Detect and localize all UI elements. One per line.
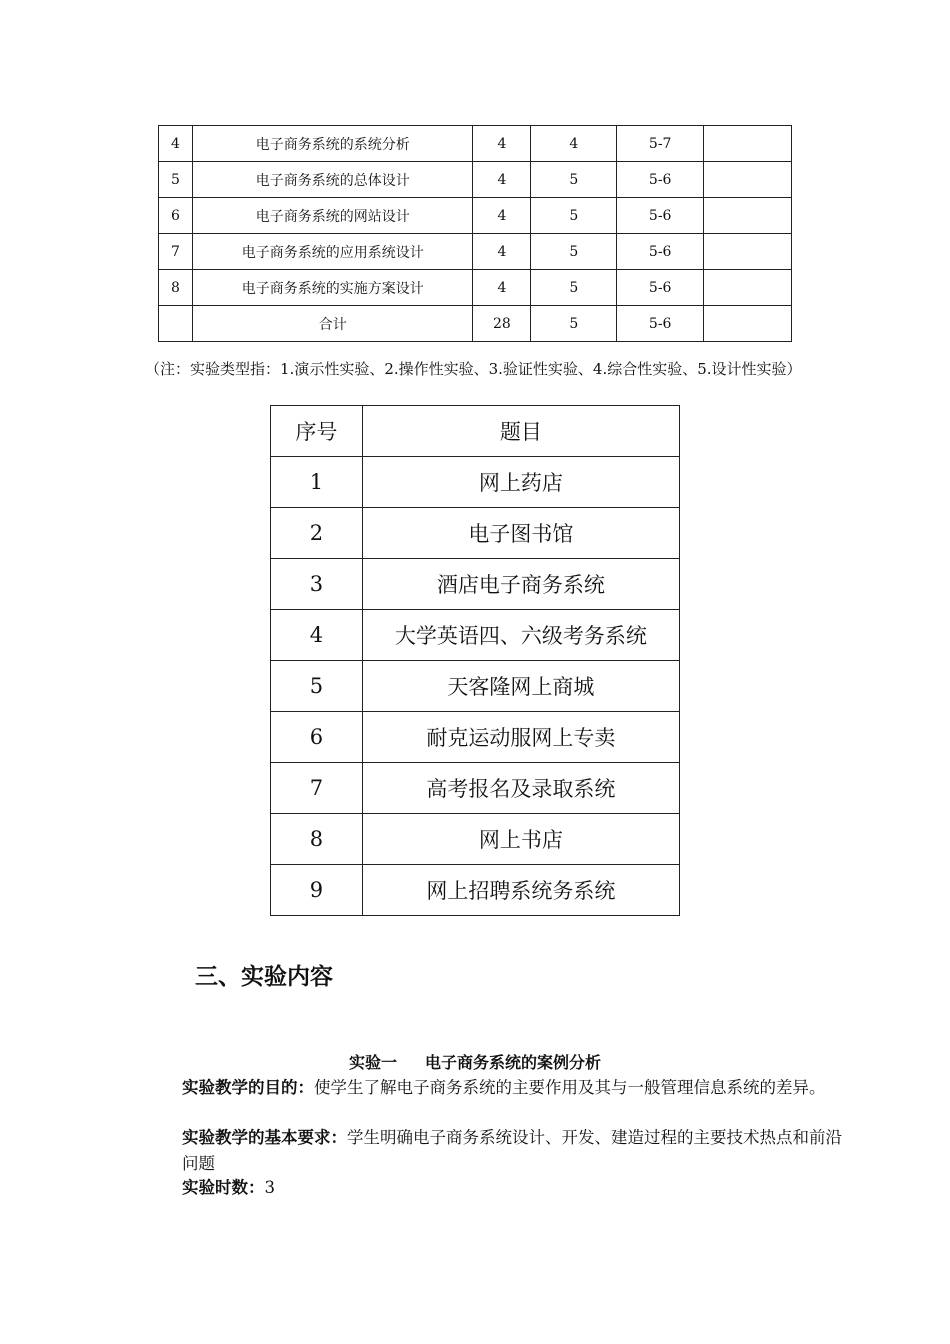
topic-index-cell: 7: [271, 763, 363, 814]
table-row: [159, 234, 792, 270]
table-cell: 电子商务系统的总体设计: [192, 162, 473, 198]
table-cell: 5: [531, 198, 617, 234]
topic-title-cell: 大学英语四、六级考务系统: [362, 610, 679, 661]
table-cell: 7: [159, 234, 193, 270]
table-row: [271, 508, 680, 559]
header-cell-topic: 题目: [362, 406, 679, 457]
table-row: [159, 126, 792, 162]
table-header-row: [271, 406, 680, 457]
table-cell: 28: [473, 306, 531, 342]
topic-title-cell: 酒店电子商务系统: [362, 559, 679, 610]
topic-title-cell: 耐克运动服网上专卖: [362, 712, 679, 763]
table-cell: 4: [473, 198, 531, 234]
topic-title-cell: 网上药店: [362, 457, 679, 508]
header-cell-index: 序号: [271, 406, 363, 457]
table-cell: [704, 270, 792, 306]
table-cell: 5: [531, 270, 617, 306]
experiment-schedule-table: [158, 125, 792, 342]
table-cell: 5: [159, 162, 193, 198]
hours-value: 3: [264, 1178, 275, 1197]
topic-index-cell: 9: [271, 865, 363, 916]
table-cell: 5: [531, 162, 617, 198]
hours-label: 实验时数：: [182, 1178, 265, 1197]
table-cell: 电子商务系统的应用系统设计: [192, 234, 473, 270]
table-row: [271, 559, 680, 610]
table-cell: 4: [159, 126, 193, 162]
topic-index-cell: 1: [271, 457, 363, 508]
table-cell: [704, 198, 792, 234]
experiment-title: [0, 1050, 950, 1073]
table-cell: 电子商务系统的实施方案设计: [192, 270, 473, 306]
table-row: [159, 306, 792, 342]
table-cell: [704, 306, 792, 342]
table-cell: 5-6: [617, 234, 704, 270]
topic-table: [270, 405, 680, 916]
table-row: [271, 814, 680, 865]
topic-index-cell: 3: [271, 559, 363, 610]
topic-title-cell: 高考报名及录取系统: [362, 763, 679, 814]
requirement-text: 学生明确电子商务系统设计、开发、建造过程的主要技术热点和前沿问题: [182, 1128, 842, 1173]
table-cell: [704, 126, 792, 162]
topic-title-cell: 网上书店: [362, 814, 679, 865]
table-cell: 合计: [192, 306, 473, 342]
table-row: [271, 712, 680, 763]
topic-index-cell: 5: [271, 661, 363, 712]
table-cell: 5-6: [617, 270, 704, 306]
table-cell: 5: [531, 234, 617, 270]
table-cell: [704, 162, 792, 198]
table-cell: 6: [159, 198, 193, 234]
table-cell: 电子商务系统的系统分析: [192, 126, 473, 162]
topic-index-cell: 6: [271, 712, 363, 763]
table-cell: 4: [473, 126, 531, 162]
table-cell: 4: [531, 126, 617, 162]
table-row: [159, 198, 792, 234]
purpose-label: 实验教学的目的：: [182, 1078, 314, 1097]
table-cell: 5-6: [617, 162, 704, 198]
topic-title-cell: 网上招聘系统务系统: [362, 865, 679, 916]
topic-index-cell: 8: [271, 814, 363, 865]
experiment-type-note: （注：实验类型指：1.演示性实验、2.操作性实验、3.验证性实验、4.综合性实验、5.设计性实验）: [145, 360, 802, 378]
table-cell: [159, 306, 193, 342]
experiment-name: 电子商务系统的案例分析: [425, 1053, 602, 1072]
table-row: [271, 457, 680, 508]
hours-paragraph: [145, 1175, 850, 1201]
section-heading: 三、实验内容: [195, 964, 333, 990]
topic-title-cell: 天客隆网上商城: [362, 661, 679, 712]
table-cell: 5: [531, 306, 617, 342]
table-cell: 5-7: [617, 126, 704, 162]
table-cell: [704, 234, 792, 270]
topic-index-cell: 4: [271, 610, 363, 661]
table-row: [159, 162, 792, 198]
table-cell: 电子商务系统的网站设计: [192, 198, 473, 234]
table-cell: 4: [473, 234, 531, 270]
table-row: [159, 270, 792, 306]
table-row: [271, 865, 680, 916]
table-cell: 5-6: [617, 198, 704, 234]
purpose-text: 使学生了解电子商务系统的主要作用及其与一般管理信息系统的差异。: [314, 1078, 826, 1097]
experiment-number: 实验一: [348, 1053, 397, 1072]
table-cell: 8: [159, 270, 193, 306]
topic-title-cell: 电子图书馆: [362, 508, 679, 559]
requirement-paragraph: [145, 1125, 850, 1177]
table-row: [271, 661, 680, 712]
purpose-paragraph: [145, 1075, 850, 1101]
table-cell: 5-6: [617, 306, 704, 342]
topic-index-cell: 2: [271, 508, 363, 559]
table-row: [271, 610, 680, 661]
table-cell: 4: [473, 270, 531, 306]
table-row: [271, 763, 680, 814]
table-cell: 4: [473, 162, 531, 198]
requirement-label: 实验教学的基本要求：: [182, 1128, 347, 1147]
